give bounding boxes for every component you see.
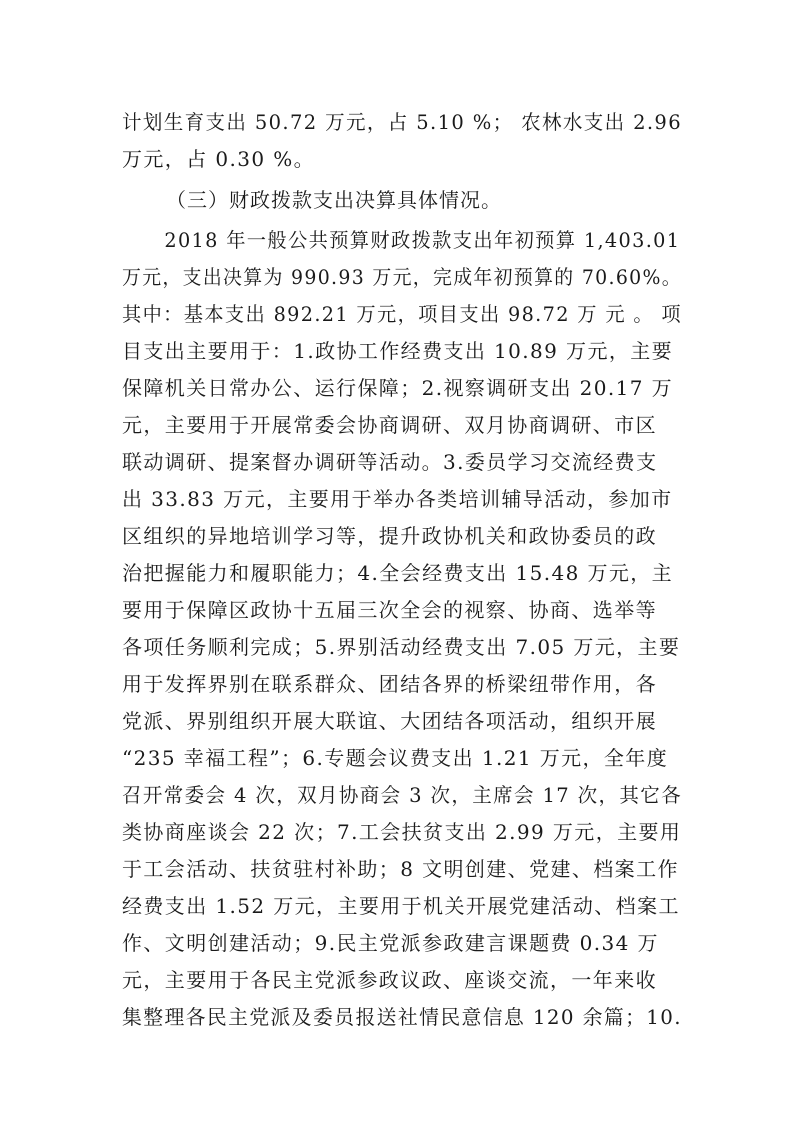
text-line: 于工会活动、扶贫驻村补助；8 文明创建、党建、档案工作 (122, 857, 679, 881)
text-line: 保障机关日常办公、运行保障；2.视察调研支出 20.17 万 (122, 376, 674, 400)
text-line: 其中：基本支出 892.21 万元，项目支出 98.72 万 元 。 项 (122, 302, 682, 326)
section-heading: （三）财政拨款支出决算具体情况。 (166, 188, 502, 212)
text-line: 计划生育支出 50.72 万元，占 5.10 %； 农林水支出 2.96 (122, 110, 682, 134)
text-line: 治把握能力和履职能力；4.全会经费支出 15.48 万元，主 (122, 561, 674, 585)
text-line: 2018 年一般公共预算财政拨款支出年初预算 1,403.01 (164, 228, 681, 252)
text-line: 党派、界别组织开展大联谊、大团结各项活动，组织开展 (122, 709, 657, 733)
body-paragraph (122, 222, 682, 1036)
text-line: 区组织的异地培训学习等，提升政协机关和政协委员的政 (122, 524, 657, 548)
text-line: 联动调研、提案督办调研等活动。3.委员学习交流经费支 (122, 450, 658, 474)
text-line: 经费支出 1.52 万元，主要用于机关开展党建活动、档案工 (122, 894, 680, 918)
text-line: 各项任务顺利完成；5.界别活动经费支出 7.05 万元，主要 (122, 635, 681, 659)
text-line: 万元，支出决算为 990.93 万元，完成年初预算的 70.60%。 (122, 265, 682, 289)
section-heading-block (122, 182, 682, 219)
text-line: 要用于保障区政协十五届三次全会的视察、协商、选举等 (122, 598, 657, 622)
text-line: “235 幸福工程”；6.专题会议费支出 1.21 万元，全年度 (122, 746, 669, 770)
text-line: 出 33.83 万元，主要用于举办各类培训辅导活动，参加市 (122, 487, 673, 511)
text-line: 作、文明创建活动；9.民主党派参政建言课题费 0.34 万 (122, 931, 659, 955)
text-line: 集整理各民主党派及委员报送社情民意信息 120 余篇；10. (122, 1005, 682, 1029)
top-paragraph (122, 104, 682, 178)
text-line: 元，主要用于开展常委会协商调研、双月协商调研、市区 (122, 413, 657, 437)
text-line: 目支出主要用于：1.政协工作经费支出 10.89 万元，主要 (122, 339, 674, 363)
text-line: 万元，占 0.30 %。 (122, 147, 316, 171)
text-line: 元，主要用于各民主党派参政议政、座谈交流，一年来收 (122, 968, 657, 992)
text-line: 用于发挥界别在联系群众、团结各界的桥梁纽带作用，各 (122, 672, 657, 696)
text-line: 类协商座谈会 22 次；7.工会扶贫支出 2.99 万元，主要用 (122, 820, 682, 844)
text-line: 召开常委会 4 次，双月协商会 3 次，主席会 17 次，其它各 (122, 783, 682, 807)
